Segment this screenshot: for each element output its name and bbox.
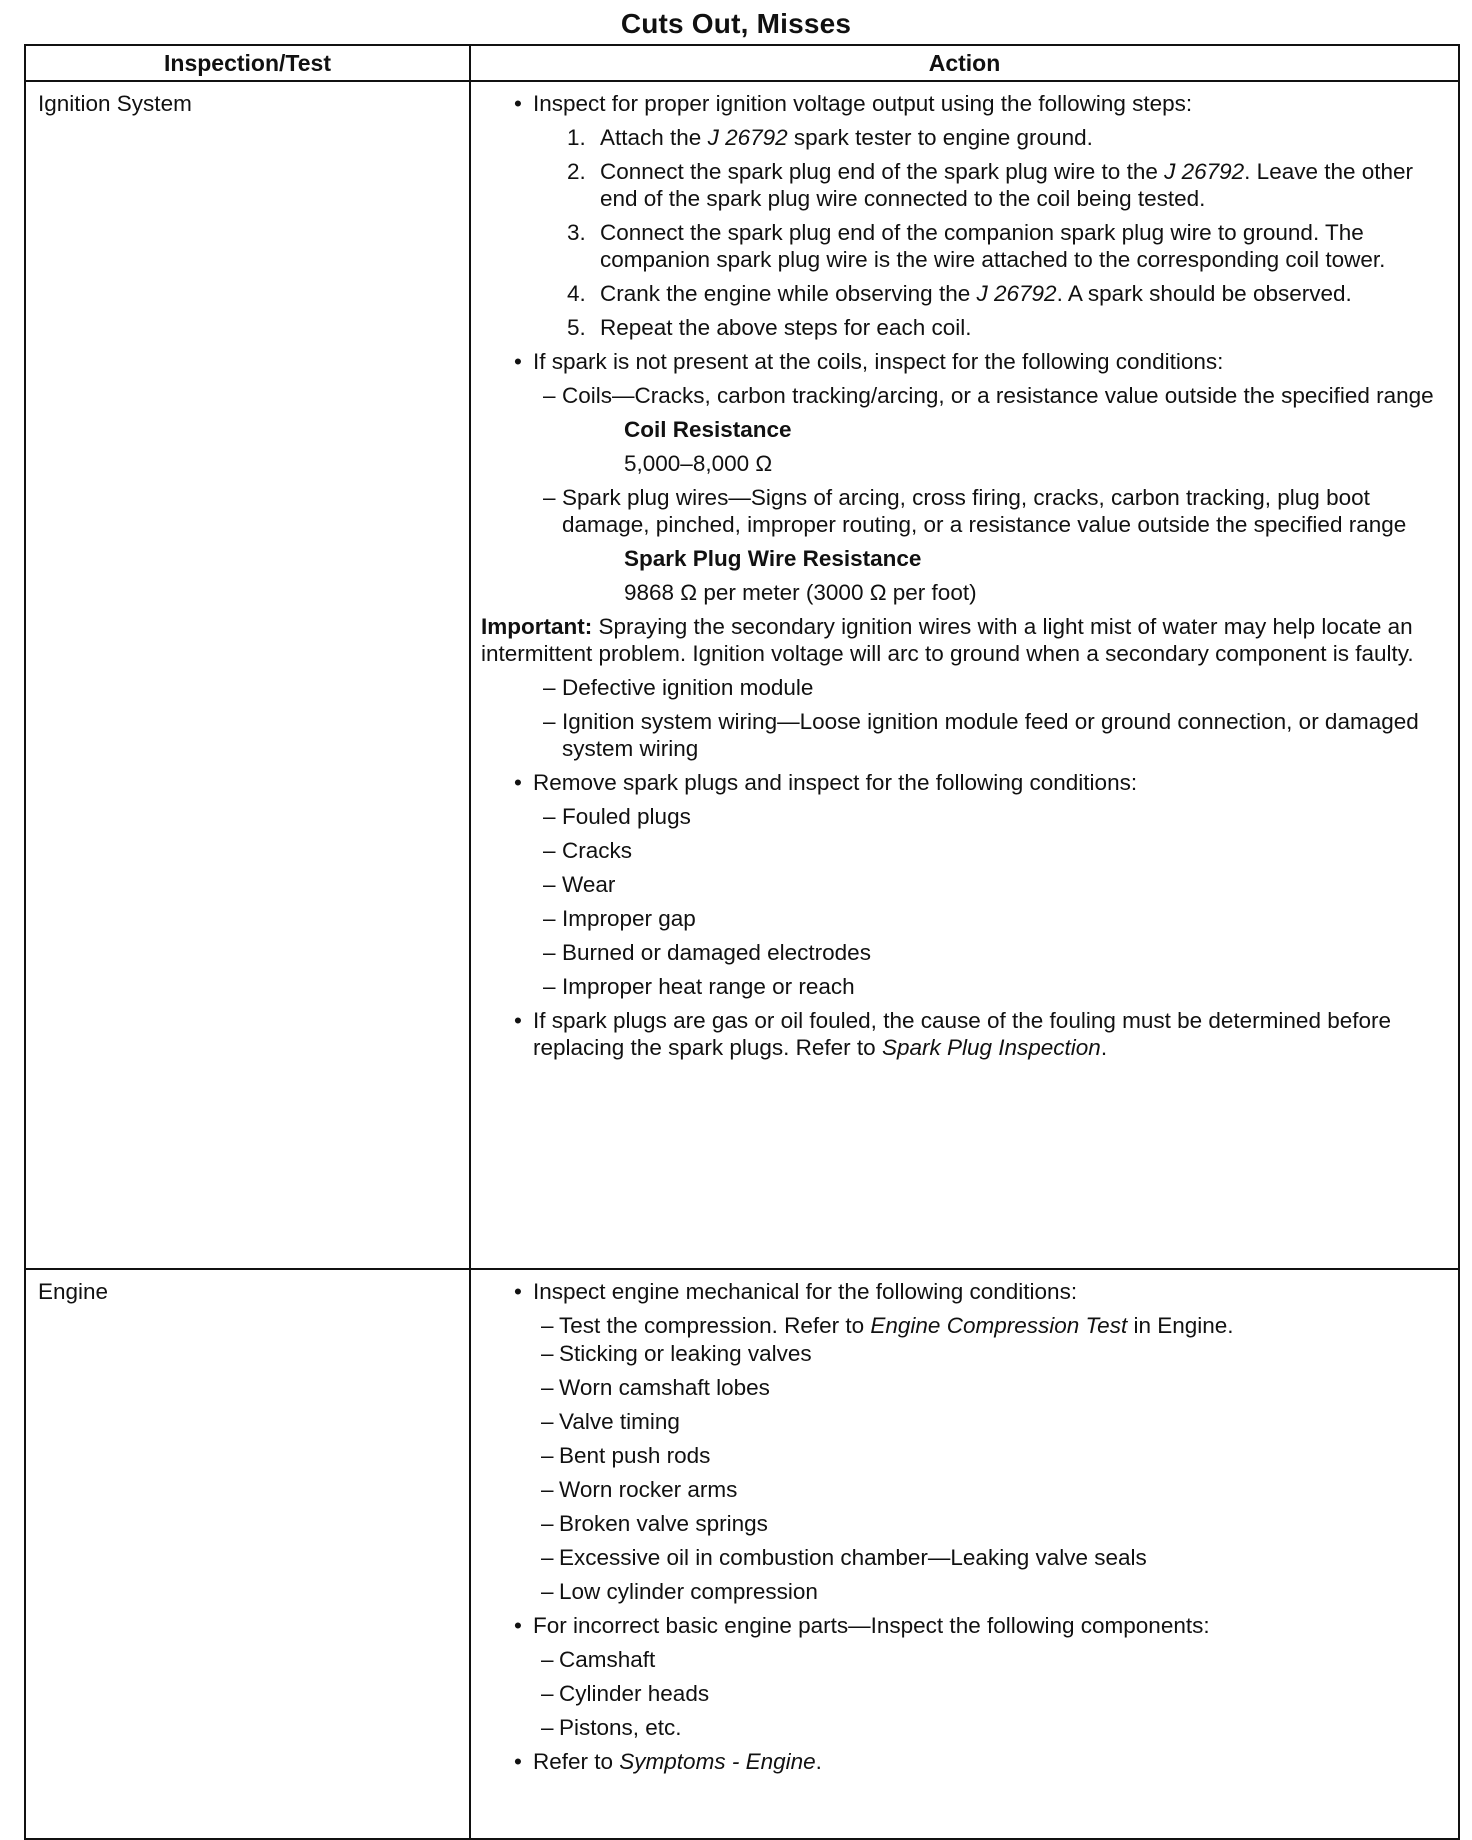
item-text: Pistons, etc. — [559, 1715, 682, 1740]
step-text: Attach the — [600, 125, 708, 150]
item-text: Cracks — [562, 838, 633, 863]
list-item: – Excessive oil in combustion chamber—Leaking valve seals — [541, 1545, 1147, 1570]
step-number: 1. — [567, 125, 586, 150]
step-text: Connect the spark plug end of the companion spark plug wire to ground. The companion spark plug wire is the wire attached to the corresponding coil tower. — [600, 220, 1386, 272]
item-text: Wear — [562, 872, 616, 897]
item-text: Excessive oil in combustion chamber—Leaking valve seals — [559, 1545, 1147, 1570]
header-inspection-test: Inspection/Test — [25, 45, 470, 81]
row-label-ignition: Ignition System — [25, 81, 470, 1269]
item-text: Test the compression. Refer to — [559, 1313, 871, 1338]
list-item: – Sticking or leaking valves — [541, 1341, 812, 1366]
step-2 — [481, 158, 1448, 212]
item-text: . — [815, 1749, 822, 1774]
item-text: Burned or damaged electrodes — [562, 940, 871, 965]
wire-resistance-label: Spark Plug Wire Resistance — [624, 546, 922, 571]
list-item: – Worn camshaft lobes — [541, 1375, 770, 1400]
step-4 — [481, 280, 1448, 307]
list-item: – Fouled plugs — [543, 804, 691, 829]
item-text: Improper gap — [562, 906, 696, 931]
reference-link: Symptoms - Engine — [619, 1749, 816, 1774]
list-item: – Cracks — [543, 838, 633, 863]
page-title: Cuts Out, Misses — [620, 8, 852, 39]
step-text: Repeat the above steps for each coil. — [600, 315, 972, 340]
action-cell-engine — [470, 1269, 1459, 1839]
list-item: – Low cylinder compression — [541, 1579, 818, 1604]
action-cell-ignition — [470, 81, 1459, 1269]
list-item: – Broken valve springs — [541, 1511, 768, 1536]
list-item: – Bent push rods — [541, 1443, 711, 1468]
item-coils: – Coils—Cracks, carbon tracking/arcing, or a resistance value outside the specified range — [543, 383, 1434, 408]
list-item: – Burned or damaged electrodes — [543, 940, 871, 965]
tool-ref: J 26792 — [1164, 159, 1245, 184]
list-item: – Improper heat range or reach — [543, 974, 855, 999]
coil-resistance-label: Coil Resistance — [624, 417, 792, 442]
item-text: Improper heat range or reach — [562, 974, 855, 999]
step-5 — [481, 314, 1448, 341]
item-text: Ignition system wiring—Loose ignition module feed or ground connection, or damaged system wiring — [562, 709, 1419, 761]
tool-ref: J 26792 — [707, 125, 788, 150]
item-text: Broken valve springs — [559, 1511, 768, 1536]
step-text: Connect the spark plug end of the spark plug wire to the — [600, 159, 1165, 184]
bullet-voltage-output: • Inspect for proper ignition voltage output using the following steps: — [481, 90, 1448, 117]
step-text: Crank the engine while observing the — [600, 281, 977, 306]
row-label-engine: Engine — [25, 1269, 470, 1839]
item-text: Worn camshaft lobes — [559, 1375, 770, 1400]
step-number: 2. — [567, 159, 586, 184]
step-number: 3. — [567, 220, 586, 245]
item-ignition-wiring: – Ignition system wiring—Loose ignition module feed or ground connection, or damaged system wiring — [543, 709, 1419, 761]
reference-link: Spark Plug Inspection — [881, 1035, 1101, 1060]
step-number: 4. — [567, 281, 586, 306]
table-row-engine — [25, 1269, 1459, 1839]
bullet-gas-oil-fouled — [481, 1007, 1448, 1061]
diagnosis-table — [24, 44, 1460, 1840]
tool-ref: J 26792 — [976, 281, 1057, 306]
reference-link: Engine Compression Test — [870, 1313, 1128, 1338]
list-item: – Pistons, etc. — [541, 1715, 682, 1740]
bullet-engine-mechanical: • Inspect engine mechanical for the following conditions: — [481, 1278, 1448, 1305]
item-text: Coils—Cracks, carbon tracking/arcing, or a resistance value outside the specified range — [562, 383, 1434, 408]
step-text: spark tester to engine ground. — [787, 125, 1093, 150]
item-text: . — [1100, 1035, 1108, 1060]
table-row-ignition — [25, 81, 1459, 1269]
step-3 — [481, 219, 1448, 273]
item-text: Valve timing — [559, 1409, 680, 1434]
item-text: Refer to — [533, 1749, 620, 1774]
step-text: . A spark should be observed. — [1056, 281, 1352, 306]
item-text: Low cylinder compression — [559, 1579, 818, 1604]
list-item: – Worn rocker arms — [541, 1477, 738, 1502]
list-item: – Improper gap — [543, 906, 696, 931]
list-item: – Wear — [543, 872, 616, 897]
item-text: Sticking or leaking valves — [559, 1341, 812, 1366]
item-text: in Engine. — [1127, 1313, 1234, 1338]
item-text: Worn rocker arms — [559, 1477, 738, 1502]
item-text: Spark plug wires—Signs of arcing, cross firing, cracks, carbon tracking, plug boot damage, pinched, improper routing, or a resistance value outside the specified range — [562, 485, 1407, 537]
list-item: – Camshaft — [541, 1647, 656, 1672]
list-item: – Cylinder heads — [541, 1681, 710, 1706]
item-text: If spark plugs are gas or oil fouled, the cause of the fouling must be determined before replacing the spark plugs. Refer to — [533, 1008, 1392, 1060]
important-label: Important: — [481, 614, 593, 639]
bullet-refer-symptoms — [481, 1748, 1448, 1775]
item-text: Defective ignition module — [562, 675, 814, 700]
bullet-remove-spark-plugs: • Remove spark plugs and inspect for the following conditions: — [481, 769, 1448, 796]
item-text: Fouled plugs — [562, 804, 691, 829]
item-text: Cylinder heads — [559, 1681, 710, 1706]
important-note — [481, 613, 1448, 667]
list-item: – Valve timing — [541, 1409, 680, 1434]
item-compression-test: – Test the compression. Refer to Engine Compression Test in Engine. — [541, 1313, 1234, 1338]
header-action: Action — [470, 45, 1459, 81]
important-text: Spraying the secondary ignition wires with a light mist of water may help locate an intermittent problem. Ignition voltage will arc to ground when a secondary component is faulty. — [481, 614, 1414, 666]
wire-resistance-value: 9868 Ω per meter (3000 Ω per foot) — [624, 580, 977, 605]
table-header-row — [25, 45, 1459, 81]
item-ignition-module: – Defective ignition module — [543, 675, 814, 700]
item-text: Camshaft — [559, 1647, 656, 1672]
item-text: Bent push rods — [559, 1443, 711, 1468]
item-spark-plug-wires: – Spark plug wires—Signs of arcing, cross firing, cracks, carbon tracking, plug boot damage, pinched, improper routing, or a resistance value outside the specified range — [543, 485, 1407, 537]
bullet-spark-not-present: • If spark is not present at the coils, inspect for the following conditions: — [481, 348, 1448, 375]
coil-resistance-value: 5,000–8,000 Ω — [624, 451, 773, 476]
step-1 — [481, 124, 1448, 151]
bullet-incorrect-parts: • For incorrect basic engine parts—Inspect the following components: — [481, 1612, 1448, 1639]
step-number: 5. — [567, 315, 586, 340]
step-text: . Leave the other end of the spark plug wire connected to the coil being tested. — [600, 159, 1414, 211]
